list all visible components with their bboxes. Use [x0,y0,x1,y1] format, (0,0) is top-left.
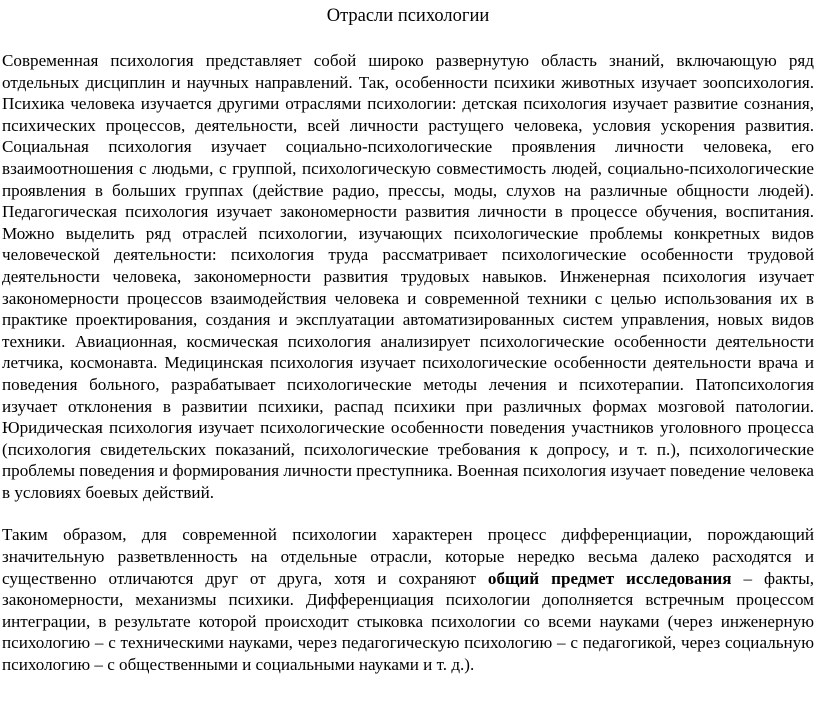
paragraph-branches: Современная психология представляет собой широко развернутую область знаний, включающую ряд отдельных дисциплин и научных направлений. Так, особенности психики животных изучает зоопсихология. Психика человека изучается другими отраслями психологии: детская психология изучает развитие сознания, психических процессов, деятельности, всей личности растущего человека, условия ускорения развития. Социальная психология изучает социально-психологические проявления личности человека, его взаимоотношения с людьми, с группой, психологическую совместимость людей, социально-психологические проявления в больших группах (действие радио, прессы, моды, слухов на различные общности людей). Педагогическая психология изучает закономерности развития личности в процессе обучения, воспитания. Можно выделить ряд отраслей психологии, изучающих психологические проблемы конкретных видов человеческой деятельности: психология труда рассматривает психологические особенности трудовой деятельности человека, закономерности развития трудовых навыков. Инженерная психология изучает закономерности процессов взаимодействия человека и современной техники с целью использования их в практике проектирования, создания и эксплуатации автоматизированных систем управления, новых видов техники. Авиационная, космическая психология анализирует психологические особенности деятельности летчика, космонавта. Медицинская психология изучает психологические особенности деятельности врача и поведения больного, разрабатывает психологические методы лечения и психотерапии. Патопсихология изучает отклонения в развитии психики, распад психики при различных формах мозговой патологии. Юридическая психология изучает психологические особенности поведения участников уголовного процесса (психология свидетельских показаний, психологические требования к допросу, и т. п.), психологические проблемы поведения и формирования личности преступника. Военная психология изучает поведение человека в условиях боевых действий. [2,51,814,502]
emphasis-common-subject: общий предмет исследования [487,568,732,588]
paragraph-conclusion-end: – факты, закономерности, механизмы психики. Дифференциация психологии дополняется встречным процессом интеграции, в результате которой происходит стыковка психологии со всеми науками (через инженерную психологию – с техническими науками, через педагогическую психологию – с педагогикой, через социальную психологию – с общественными и социальными науками и т. д.). [2,568,814,675]
page-title: Отрасли психологии [326,6,490,26]
paragraph-conclusion-start: Таким образом, для современной психологии характерен процесс дифференциации, порождающий значительную разветвленность на отдельные отрасли, которые нередко весьма далеко расходятся и существенно отличаются друг от друга, хотя и сохраняют [2,525,814,588]
paragraph-conclusion [2,524,814,675]
